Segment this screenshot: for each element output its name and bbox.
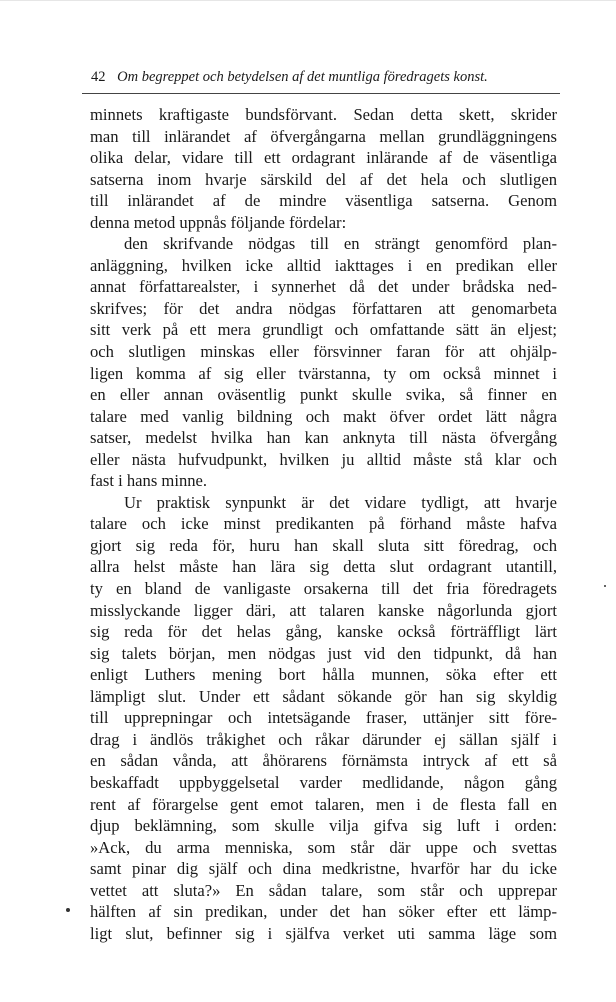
text-line: sig talets början, men nödgas just vid den tidpunkt, då han <box>90 643 557 663</box>
text-line: djup beklämning, som skulle vilja gifva sig luft i orden: <box>90 816 557 836</box>
running-title: Om begreppet och betydelsen af det muntliga föredragets konst. <box>117 69 488 85</box>
text-line: fast i hans minne. <box>90 471 208 491</box>
text-line: Ur praktisk synpunkt är det vidare tydligt, att hvarje <box>124 492 557 512</box>
text-line: eller nästa hufvudpunkt, hvilken ju alltid måste stå klar och <box>90 449 557 469</box>
text-line: minnets kraftigaste bundsförvant. Sedan detta skett, skrider <box>90 105 557 124</box>
text-line: talare och icke minst predikanten på förhand måste hafva <box>90 514 557 534</box>
text-line: allra helst måste han lära sig detta slut ordagrant utantill, <box>90 557 557 577</box>
text-line: enligt Luthers mening bort hålla munnen, söka efter ett <box>90 665 557 685</box>
text-line: samt pinar dig själf och dina medkristne, hvarför har du icke <box>90 859 557 879</box>
page-header <box>91 69 561 89</box>
text-line: beskaffadt uppbyggelsetal varder medlidande, någon gång <box>90 772 557 792</box>
text-line: ty en bland de vanligaste orsakerna till det fria föredragets <box>90 579 557 599</box>
text-line: en sådan vånda, att åhörarens förnämsta intryck af ett så <box>90 751 557 771</box>
ink-speck <box>604 585 606 587</box>
text-line: denna metod uppnås följande fördelar: <box>90 212 347 232</box>
text-line: vettet att sluta?» En sådan talare, som står och upprepar <box>90 880 557 900</box>
text-line: och slutligen minskas eller försvinner faran för att ohjälp- <box>90 342 557 362</box>
text-line: sitt verk på ett mera grundligt och omfattande sätt än eljest; <box>90 320 557 340</box>
text-line: satserna inom hvarje särskild del af det hela och slutligen <box>90 169 557 189</box>
text-line: den skrifvande nödgas till en strängt genomförd plan- <box>124 234 557 254</box>
text-line: en eller annan oväsentlig punkt skulle svika, så finner en <box>90 385 557 405</box>
text-line: misslyckande ligger däri, att talaren kanske någorlunda gjort <box>90 600 557 620</box>
page-number: 42 <box>91 69 106 85</box>
text-line: olika delar, vidare till ett ordagrant inlärande af de väsentliga <box>90 148 557 168</box>
text-line: rent af förargelse gent emot talaren, men i de flesta fall en <box>90 794 557 814</box>
text-line: till inlärandet af de mindre väsentliga satserna. Genom <box>90 191 557 211</box>
text-line: »Ack, du arma menniska, som står där uppe och svettas <box>90 837 557 857</box>
text-line: till upprepningar och intetsägande fraser, uttänjer sitt före- <box>90 708 557 728</box>
text-line: lämpligt slut. Under ett sådant sökande gör han sig skyldig <box>90 686 557 706</box>
text-line: hälften af sin predikan, under det han söker efter ett lämp- <box>90 902 557 922</box>
ink-speck <box>66 908 70 912</box>
text-line: drag i ändlös tråkighet och råkar därunder ej sällan själf i <box>90 729 557 749</box>
text-line: gjort sig reda för, huru han skall sluta sitt föredrag, och <box>90 535 557 555</box>
text-line: talare med vanlig bildning och makt öfver ordet lätt några <box>90 406 557 426</box>
body-text <box>90 104 557 944</box>
text-line: sig reda för det helas gång, kanske också förträffligt lärt <box>90 622 557 642</box>
text-line: annat författarealster, i synnerhet då det under brådska ned- <box>90 277 557 297</box>
text-line: ligt slut, befinner sig i själfva verket uti samma läge som <box>90 923 557 943</box>
text-line: satser, medelst hvilka han kan anknyta till nästa öfvergång <box>90 428 557 448</box>
page-top-edge <box>0 0 616 1</box>
text-line: ligen komma af sig eller tvärstanna, ty om också minnet i <box>90 363 557 383</box>
header-rule <box>82 93 560 94</box>
text-line: skrifves; för det andra nödgas författaren att genomarbeta <box>90 298 557 318</box>
text-line: anläggning, hvilken icke alltid iakttages i en predikan eller <box>90 255 557 275</box>
text-line: man till inlärandet af öfvergångarna mellan grundläggningens <box>90 126 557 146</box>
